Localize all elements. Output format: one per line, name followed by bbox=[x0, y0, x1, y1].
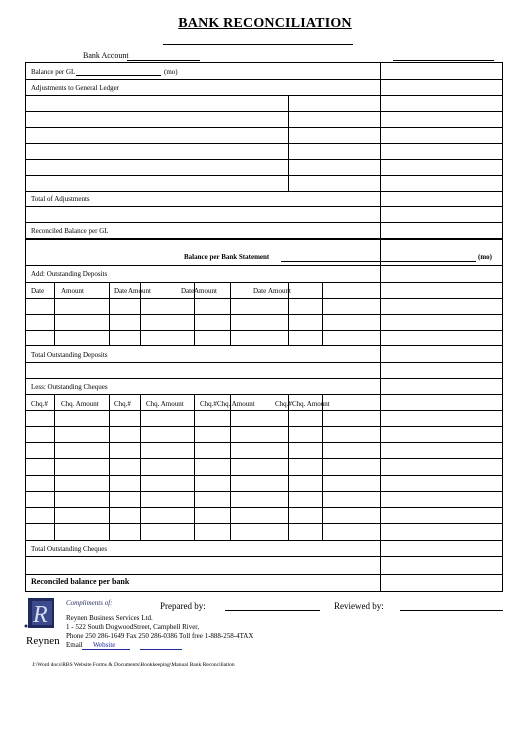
logo-text: Reynen bbox=[26, 635, 60, 647]
reconciliation-form bbox=[25, 62, 503, 592]
bank-account-field[interactable] bbox=[127, 60, 200, 61]
row-line bbox=[25, 507, 503, 508]
compliments-label: Compliments of: bbox=[66, 599, 113, 607]
cheque-grid-line bbox=[140, 394, 141, 540]
reviewed-by-field[interactable] bbox=[400, 610, 503, 611]
row-line bbox=[25, 298, 503, 299]
row-line bbox=[25, 265, 503, 266]
row-line bbox=[25, 282, 503, 283]
row-line bbox=[25, 206, 503, 207]
row-line bbox=[25, 345, 503, 346]
cheque-grid-line bbox=[322, 394, 323, 540]
title-underline bbox=[163, 44, 353, 45]
add-deposits-label: Add: Outstanding Deposits bbox=[31, 270, 108, 278]
row-line bbox=[25, 127, 503, 128]
balance-per-bank-label: Balance per Bank Statement bbox=[184, 253, 270, 261]
cheque-col-amount-3: Chq. Amount bbox=[217, 400, 255, 408]
cheque-col-amount-1: Chq. Amount bbox=[61, 400, 99, 408]
row-line bbox=[25, 410, 503, 411]
row-line bbox=[25, 314, 503, 315]
deposit-col-date-1: Date bbox=[31, 287, 45, 295]
row-line bbox=[25, 111, 503, 112]
deposit-col-amount-4: Amount bbox=[268, 287, 291, 295]
deposit-col-amount-2: Amount bbox=[128, 287, 151, 295]
gl-mo-label: (mo) bbox=[164, 68, 178, 76]
row-line bbox=[25, 159, 503, 160]
bank-month-field[interactable] bbox=[281, 261, 476, 262]
row-line bbox=[25, 426, 503, 427]
prepared-by-field[interactable] bbox=[225, 610, 320, 611]
total-deposits-label: Total Outstanding Deposits bbox=[31, 351, 108, 359]
row-line bbox=[25, 442, 503, 443]
deposit-col-date-4: Date bbox=[253, 287, 267, 295]
adjustments-label: Adjustments to General Ledger bbox=[31, 84, 120, 92]
gl-month-field[interactable] bbox=[76, 75, 161, 76]
cheque-col-amount-4: Chq. Amount bbox=[292, 400, 330, 408]
bank-account-label: Bank Account bbox=[83, 51, 129, 60]
company-address: 1 - 522 South DogwoodStreet, Campbell River, bbox=[66, 623, 200, 631]
reconciled-balance-bank-label: Reconciled balance per bank bbox=[31, 577, 130, 586]
company-phone: Phone 250 286-1649 Fax 250 286-0386 Toll free 1-888-258-4TAX bbox=[66, 632, 254, 640]
cheque-col-num-4: Chq.# bbox=[275, 400, 292, 408]
row-line bbox=[25, 330, 503, 331]
row-line bbox=[25, 475, 503, 476]
email-label: Email bbox=[66, 641, 83, 649]
website-underline-2 bbox=[140, 649, 182, 650]
bank-account-number-field[interactable] bbox=[393, 60, 494, 61]
reynen-logo bbox=[24, 596, 62, 640]
reviewed-by-label: Reviewed by: bbox=[334, 601, 384, 611]
deposit-col-date-2: Date bbox=[114, 287, 128, 295]
row-line bbox=[25, 523, 503, 524]
total-adjustments-label: Total of Adjustments bbox=[31, 195, 90, 203]
row-line bbox=[25, 79, 503, 80]
cheque-grid-line bbox=[109, 394, 110, 540]
deposit-col-amount-1: Amount bbox=[61, 287, 84, 295]
cheque-grid-line bbox=[194, 394, 195, 540]
prepared-by-label: Prepared by: bbox=[160, 601, 206, 611]
less-cheques-label: Less: Outstanding Cheques bbox=[31, 383, 108, 391]
row-line bbox=[25, 394, 503, 395]
section-divider bbox=[25, 238, 503, 240]
bank-mo-label: (mo) bbox=[478, 253, 492, 261]
reconciled-balance-gl-label: Reconciled Balance per GL bbox=[31, 227, 109, 235]
row-line bbox=[25, 95, 503, 96]
amount-column-divider bbox=[380, 62, 381, 592]
cheque-col-num-2: Chq.# bbox=[114, 400, 131, 408]
cheque-col-amount-2: Chq. Amount bbox=[146, 400, 184, 408]
row-line bbox=[25, 574, 503, 575]
cheque-grid-line bbox=[288, 394, 289, 540]
row-line bbox=[25, 540, 503, 541]
total-cheques-label: Total Outstanding Cheques bbox=[31, 545, 108, 553]
deposit-col-date-3: Date bbox=[181, 287, 195, 295]
cheque-grid-line bbox=[54, 394, 55, 540]
website-link[interactable]: Website bbox=[93, 641, 116, 649]
svg-text:R: R bbox=[33, 602, 48, 628]
page-title: BANK RECONCILIATION bbox=[178, 16, 352, 31]
cheque-col-num-3: Chq.# bbox=[200, 400, 217, 408]
company-name: Reynen Business Services Ltd. bbox=[66, 614, 153, 622]
deposit-col-amount-3: Amount bbox=[194, 287, 217, 295]
row-line bbox=[25, 222, 503, 223]
row-line bbox=[25, 175, 503, 176]
cheque-grid-line bbox=[230, 394, 231, 540]
file-path: J:\Word docs\RBS Website Forms & Documents\Bookkeeping\Manual Bank Reconciliation bbox=[32, 662, 235, 668]
row-line bbox=[25, 378, 503, 379]
row-line bbox=[25, 458, 503, 459]
row-line bbox=[25, 491, 503, 492]
cheque-col-num-1: Chq.# bbox=[31, 400, 48, 408]
row-line bbox=[25, 191, 503, 192]
row-line bbox=[25, 556, 503, 557]
balance-per-gl-label: Balance per GL bbox=[31, 68, 76, 76]
row-line bbox=[25, 362, 503, 363]
row-line bbox=[25, 143, 503, 144]
website-underline bbox=[82, 649, 130, 650]
